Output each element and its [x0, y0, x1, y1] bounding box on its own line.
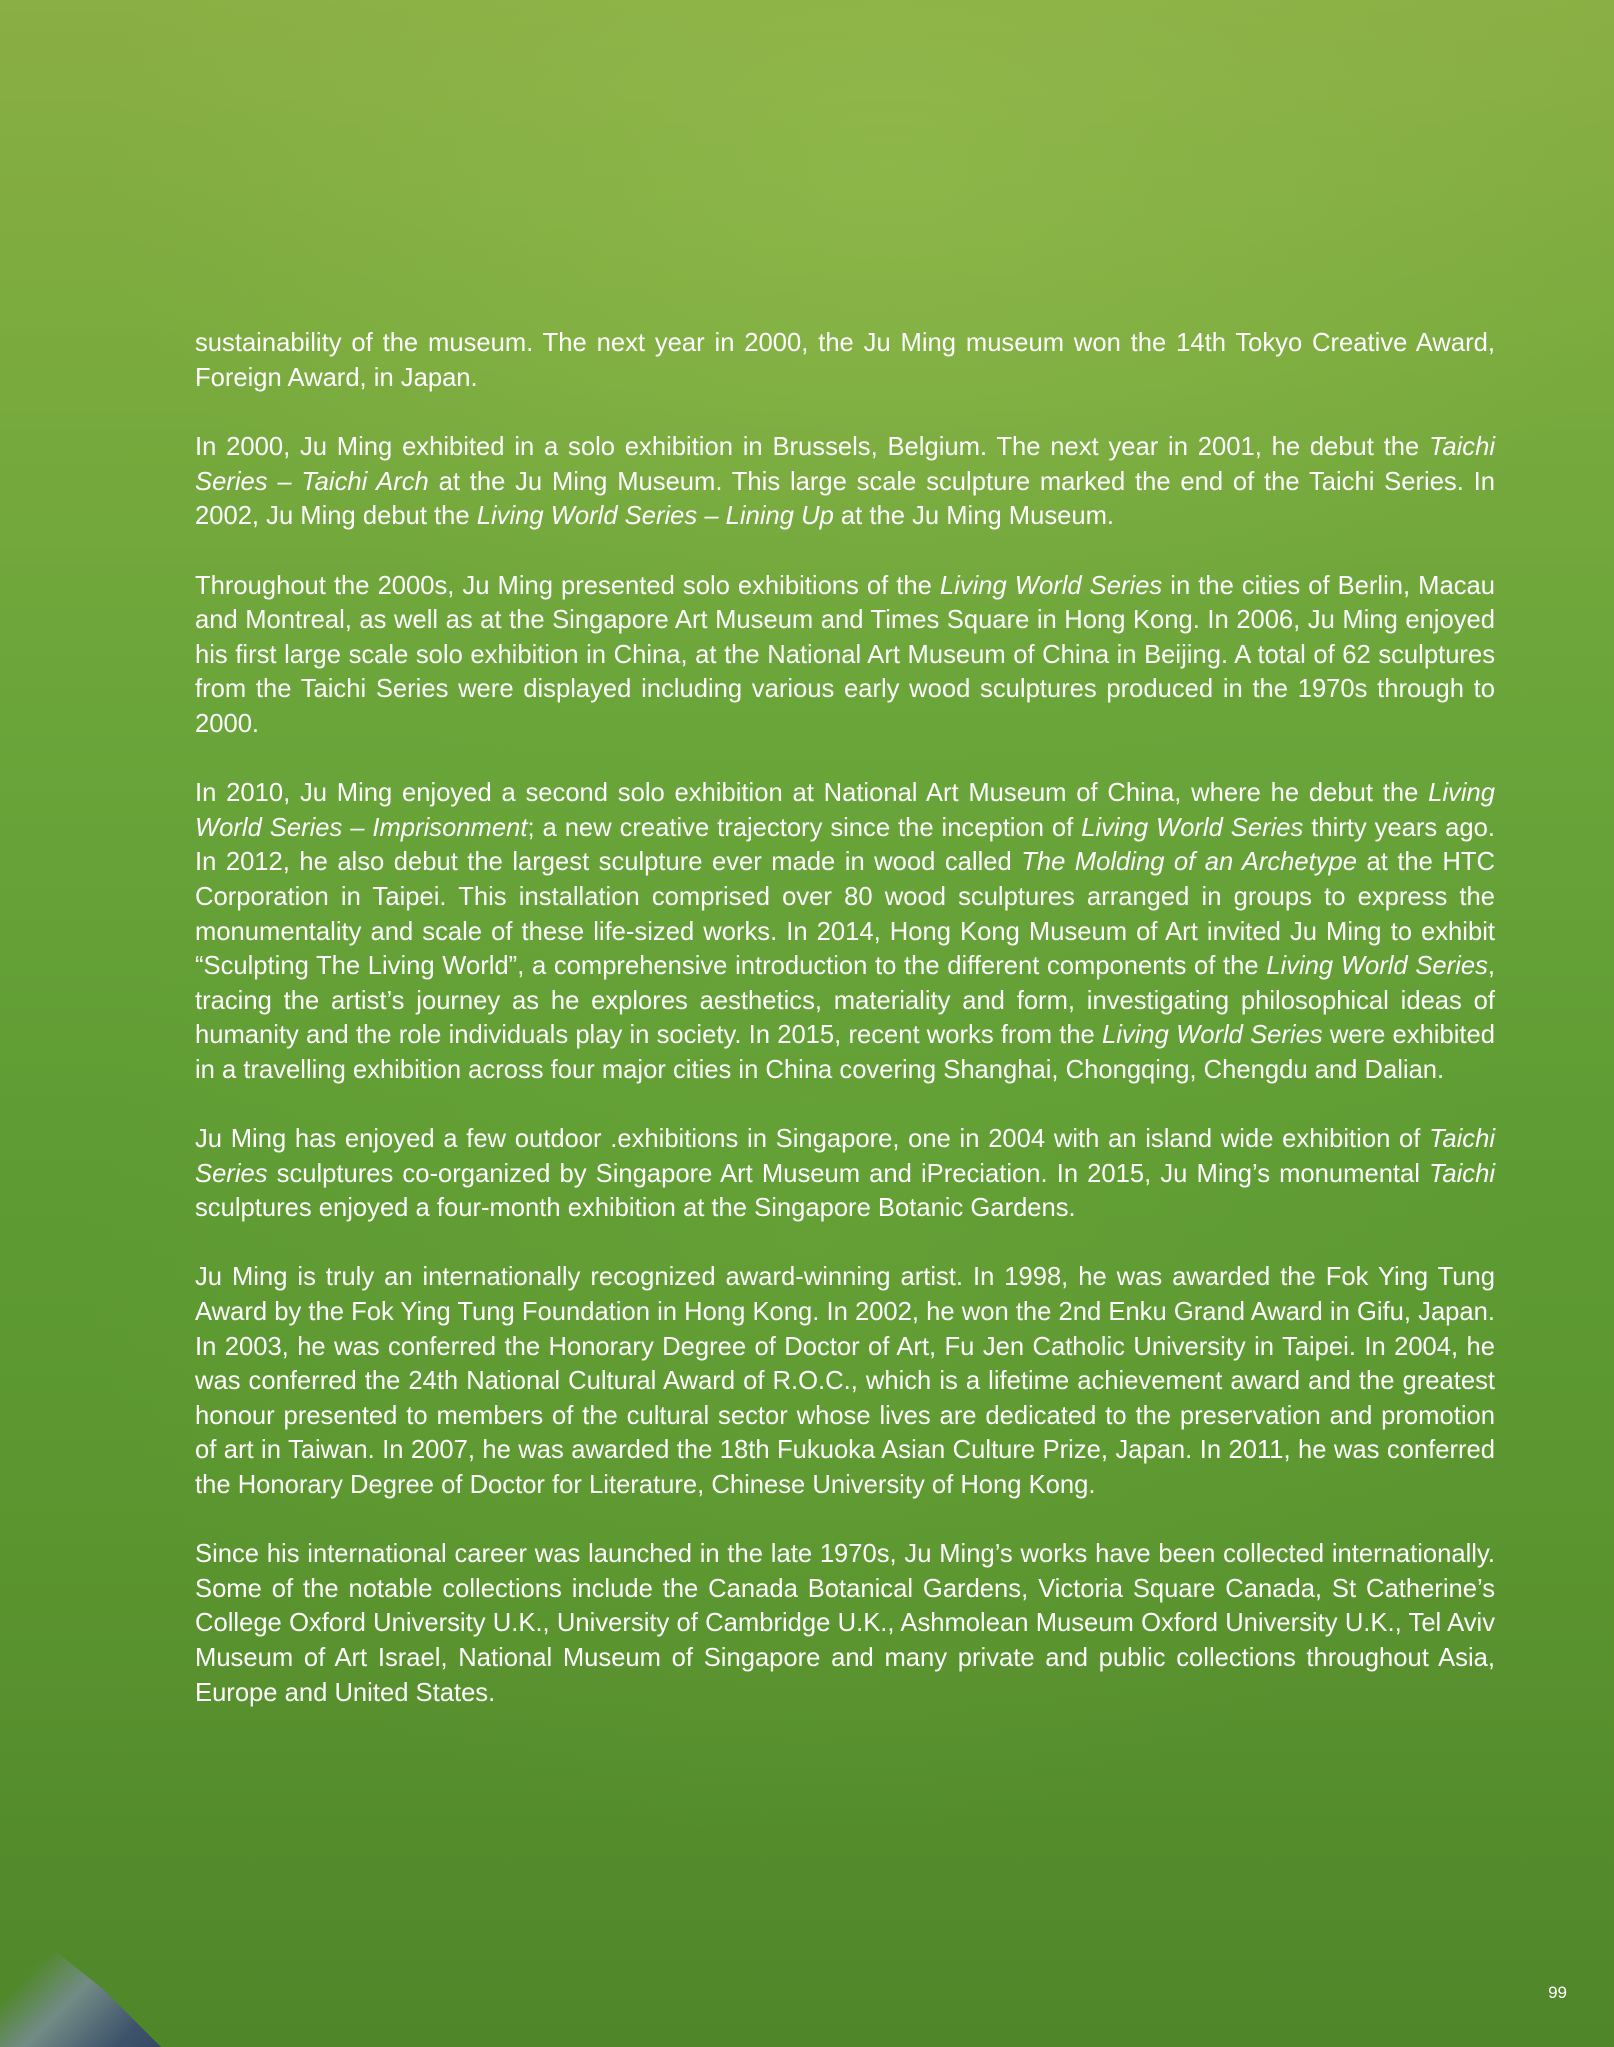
italic-title-run: Taichi Series — [195, 1125, 1495, 1188]
text-run: thirty years ago. In 2012, he also debut the largest sculpture ever made in wood called — [195, 813, 1495, 877]
paragraph-2010-exhibitions — [195, 776, 1495, 1087]
paragraph-2000s-exhibitions — [195, 569, 1495, 742]
italic-title-run: Taichi — [1429, 1159, 1495, 1188]
paragraph-singapore-exhibitions — [195, 1122, 1495, 1226]
corner-decorative-shape — [0, 1817, 230, 2047]
text-run: sustainability of the museum. The next year in 2000, the Ju Ming museum won the 14th Tokyo Creative Award, Foreign Award, in Japan. — [195, 329, 1495, 392]
text-run: at the Ju Ming Museum. — [833, 502, 1115, 531]
text-run: Ju Ming has enjoyed a few outdoor .exhibitions in Singapore, one in 2004 with an island wide exhibition of — [195, 1125, 1430, 1154]
paragraph-brussels-exhibition — [195, 430, 1495, 534]
text-run: in the cities of Berlin, Macau and Montreal, as well as at the Singapore Art Museum and Times Square in Hong Kong. In 2006, Ju Ming enjoyed his first large scale solo exhibition in China, at the National Art Museum of China in Beijing. A total of 62 sculptures from the Taichi Series were displayed including various early wood sculptures produced in the 1970s through to 2000. — [195, 571, 1495, 738]
paragraph-awards — [195, 1260, 1495, 1502]
text-run: Since his international career was launched in the late 1970s, Ju Ming’s works have been collected internationally. Some of the notable collections include the Canada Botanical Gardens, Victoria Square Canada, St Catherine’s College Oxford University U.K., University of Cambridge U.K., Ashmolean Museum Oxford University U.K., Tel Aviv Museum of Art Israel, National Museum of Singapore and many private and public collections throughout Asia, Europe and United States. — [195, 1540, 1495, 1707]
italic-title-run: The Molding of an Archetype — [1021, 848, 1357, 877]
italic-title-run: Living World Series — [1102, 1021, 1323, 1050]
italic-title-run: Living World Series — [939, 571, 1163, 600]
text-run: Ju Ming is truly an internationally recognized award-winning artist. In 1998, he was awarded the Fok Ying Tung Award by the Fok Ying Tung Foundation in Hong Kong. In 2002, he won the 2nd Enku Grand Award in Gifu, Japan. In 2003, he was conferred the Honorary Degree of Doctor of Art, Fu Jen Catholic University in Taipei. In 2004, he was conferred the 24th National Cultural Award of R.O.C., which is a lifetime achievement award and the greatest honour presented to members of the cultural sector whose lives are dedicated to the preservation and promotion of art in Taiwan. In 2007, he was awarded the 18th Fukuoka Asian Culture Prize, Japan. In 2011, he was conferred the Honorary Degree of Doctor for Literature, Chinese University of Hong Kong. — [195, 1263, 1495, 1499]
text-run: at the Ju Ming Museum. This large scale sculpture marked the end of the Taichi Series. In 2002, Ju Ming debut the — [195, 467, 1495, 531]
italic-title-run: Taichi Series – Taichi Arch — [195, 433, 1495, 496]
text-run: In 2010, Ju Ming enjoyed a second solo exhibition at National Art Museum of China, where he debut the — [195, 779, 1429, 808]
text-run: were exhibited in a travelling exhibition across four major cities in China covering Shanghai, Chongqing, Chengdu and Dalian. — [195, 1021, 1495, 1084]
page-number: 99 — [1548, 1983, 1567, 2002]
text-run: Throughout the 2000s, Ju Ming presented solo exhibitions of the — [195, 571, 940, 600]
text-run: In 2000, Ju Ming exhibited in a solo exhibition in Brussels, Belgium. The next year in 2001, he debut the — [195, 433, 1430, 462]
text-run: , tracing the artist’s journey as he explores aesthetics, materiality and form, investigating philosophical ideas of humanity and the role individuals play in society. In 2015, recent works from the — [195, 952, 1495, 1050]
italic-title-run: Living World Series — [1266, 952, 1488, 981]
text-run: ; a new creative trajectory since the inception of — [527, 813, 1082, 842]
italic-title-run: Living World Series – Lining Up — [476, 502, 834, 531]
italic-title-run: Living World Series — [1081, 813, 1304, 842]
text-run: at the HTC Corporation in Taipei. This installation comprised over 80 wood sculptures arranged in groups to express the monumentality and scale of these life-sized works. In 2014, Hong Kong Museum of Art invited Ju Ming to exhibit “Sculpting The Living World”, a comprehensive introduction to the different components of the — [195, 848, 1495, 981]
article-body — [195, 326, 1495, 1745]
text-run: sculptures co-organized by Singapore Art Museum and iPreciation. In 2015, Ju Ming’s monumental — [267, 1159, 1430, 1188]
italic-title-run: Living World Series – Imprisonment — [195, 779, 1495, 842]
paragraph-collections — [195, 1537, 1495, 1710]
text-run: sculptures enjoyed a four-month exhibition at the Singapore Botanic Gardens. — [195, 1194, 1076, 1223]
paragraph-tokyo-award — [195, 326, 1495, 395]
